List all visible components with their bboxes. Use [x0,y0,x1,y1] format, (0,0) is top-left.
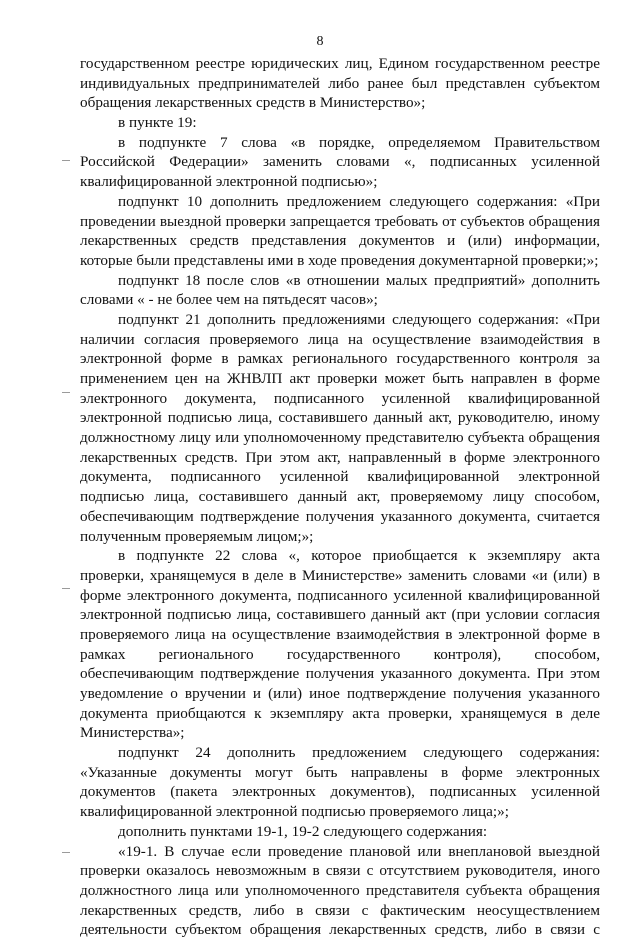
text-line: подписью лица, составившего данный акт, проверяемому лицу способом, [80,488,600,506]
text-line: индивидуальных предпринимателей либо ранее был представлен субъектом [80,74,600,92]
margin-scan-mark [62,160,70,161]
text-line: Российской Федерации» заменить словами «, подписанных усиленной [80,153,600,171]
text-line: электронной подписью лица, составившего данный акт, руководителю, иному [80,409,600,427]
text-line: квалифицированной электронной подписью проверяемого лица;»; [80,803,509,821]
text-line: уведомление о вручении и (или) иное подтверждение получения указанного [80,685,600,702]
text-line: Министерства»; [80,724,185,742]
text-line: должностного лица или уполномоченного представителя субъекта обращения [80,881,600,899]
text-line: квалифицированной электронной подписью»; [80,173,378,191]
text-line: лекарственных средств представления документов и (или) информации, [80,232,600,250]
text-line: электронной подписью лица, составившего данный акт (при условии согласия [80,606,600,624]
text-line: проверки, хранящемуся в деле в Министерстве» заменить словами «и (или) в [80,566,600,584]
text-line: «19-1. В случае если проведение плановой или внеплановой выездной [118,842,600,860]
text-line: документов (пакета электронных документов), подписанных усиленной [80,783,600,801]
text-line: в пункте 19: [118,114,197,132]
text-line: проверки оказалось невозможным в связи с отсутствием руководителя, иного [80,862,600,880]
text-line: документа, подписанного усиленной квалифицированной электронной [80,468,600,486]
text-line: подпункт 10 дополнить предложением следующего содержания: «При [118,192,600,210]
text-line: дополнить пунктами 19-1, 19-2 следующего содержания: [118,822,488,840]
text-line: в подпункте 7 слова «в порядке, определяемом Правительством [118,133,600,151]
text-line: рамках регионального государственного контроля), способом, [80,645,600,663]
text-line: словами « - не более чем на пятьдесят часов»; [80,291,378,309]
text-line: проверяемого лица на осуществление взаимодействия в электронной форме в [80,625,600,643]
text-line: государственном реестре юридических лиц, Едином государственном реестре [80,55,600,72]
text-line: лекарственных средств. При этом акт, направленный в форме электронного [80,448,600,466]
text-line: электронного документа, подписанного усиленной квалифицированной [80,389,600,407]
text-line: подпункт 24 дополнить предложением следующего содержания: [118,744,600,762]
text-line: деятельности субъектом обращения лекарственных средств, либо в связи с [80,921,600,939]
page-number: 8 [316,34,324,49]
text-line: «Указанные документы могут быть направлены в форме электронных [80,763,600,781]
margin-scan-mark [62,588,70,589]
text-line: электронной форме в рамках регионального государственного контроля за [80,350,600,368]
text-line: проведении выездной проверки запрещается требовать от субъектов обращения [80,212,600,230]
text-line: полученным проверяемым лицом;»; [80,527,314,545]
text-line: обращения лекарственных средств в Министерство»; [80,94,426,112]
text-line: обеспечивающим подтверждение получения указанного документа, считается [80,507,600,525]
text-line: должностному лицу или уполномоченному представителю субъекта обращения [80,429,600,447]
text-line: документа приобщаются к экземпляру акта проверки, хранящемуся в деле [80,704,600,722]
text-line: подпункт 18 после слов «в отношении малых предприятий» дополнить [118,271,600,289]
text-line: применением цен на ЖНВЛП акт проверки может быть направлен в форме [80,370,600,387]
text-line: наличии согласия проверяемого лица на осуществление взаимодействия в [80,330,600,348]
text-line: обеспечивающим подтверждение получения указанного документа. При этом [80,665,600,683]
document-body [80,54,600,940]
text-line: в подпункте 22 слова «, которое приобщается к экземпляру акта [118,547,600,565]
margin-scan-mark [62,852,70,853]
text-line: форме электронного документа, подписанного усиленной квалифицированной [80,586,600,604]
text-line: которые были представлены ими в ходе проведения документарной проверки;»; [80,251,599,269]
margin-scan-mark [62,392,70,393]
text-line: подпункт 21 дополнить предложениями следующего содержания: «При [118,310,600,328]
text-line: лекарственных средств, либо в связи с фактическим неосуществлением [80,901,600,919]
